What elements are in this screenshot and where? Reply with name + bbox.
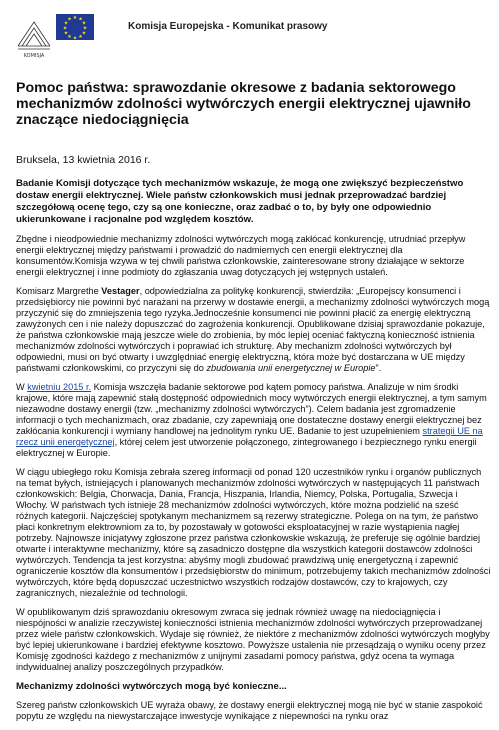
- svg-text:★: ★: [81, 30, 87, 37]
- svg-text:★: ★: [72, 35, 78, 42]
- press-release-header: [16, 6, 486, 64]
- svg-text:★: ★: [72, 15, 78, 21]
- text-span: W: [16, 382, 28, 392]
- section-subheading: Mechanizmy zdolności wytwórczych mogą być konieczne...: [16, 681, 287, 692]
- commissioner-name: Vestager: [101, 286, 140, 296]
- text-span: Komisja wszczęła badanie sektorowe pod kątem pomocy państwa. Analizuje w nim środki krajowe, które mają zapewnić stałą dostępność odpowiednich mocy wytwórczych energii elektrycznej, a tym samym niezawodne dostawy energii (tzw. „mechanizmy zdolności wytwórczych”). Celem badania jest zgromadzenie informacji o tych mechanizmach, oraz zbadanie, czy zapewniają one dostateczne dostawy energii elektrycznej bez zakłócania konkurencji i wymiany handlowej na jednolitym rynku UE. Badanie to jest uzupełnieniem: [16, 382, 487, 436]
- page-title: Pomoc państwa: sprawozdanie okresowe z badania sektorowego mechanizmów zdolności wytwórczych energii elektrycznej ujawniło znaczące niedociągnięcia: [16, 80, 471, 128]
- eu-commission-logo: [16, 6, 98, 62]
- paragraph-5: W opublikowanym dziś sprawozdaniu okresowym zwraca się jednak również uwagę na niedociągnięcia i niespójności w analizie rzeczywistej konieczności istnienia mechanizmów zdolności wytwórczych przeprowadzanej przez wiele państw członkowskich. Wydaje się również, że niektóre z mechanizmów zdolności wytwórczych mogłyby być lepiej ukierunkowane i bardziej efektywne kosztowo. Powyższe ustalenia nie przesądzają o wyniku oceny przez Komisję zgodności każdego z mechanizmów z unijnymi zasadami pomocy państwa, gdyż ocena ta wymaga indywidualnej analizy poszczególnych przypadków.: [16, 607, 490, 672]
- svg-text:★: ★: [78, 16, 83, 23]
- svg-text:★: ★: [78, 34, 83, 40]
- lead-paragraph: Badanie Komisji dotyczące tych mechanizmów wskazuje, że mogą one zwiększyć bezpieczeństwo dostaw energii elektrycznej. Wiele państw członkowskich musi jednak przeprowadzać bardziej szczegółową ocenę tego, czy są one konieczne, oraz zadbać o to, by były one odpowiednio ukierunkowane i racjonalne pod względem kosztów.: [16, 178, 464, 225]
- text-span: , odpowiedzialna za politykę konkurencji, stwierdziła: „Europejscy konsumenci i przedsiębiorcy nie powinni być narażani na przerwy w dostawie energii, a mechanizmy zdolności wytwórczych mogą przyczynić się do zmniejszenia tego ryzyka.Jednocześnie konsumenci nie powinni płacić za energię elektryczną zawyżonych cen i nie należy dopuszczać do zagrożenia konkurencji. Opublikowane dzisiaj sprawozdanie pokazuje, że państwa członkowskie mają jeszcze wiele do zrobienia, by móc lepiej oceniać faktyczną konieczność istnienia mechanizmów zdolności wytwórczych i poprawiać ich strukturę. Aby mechanizm zdolności wytwórczych był odpowiedni, musi on być otwarty i uwzględniać energię elektryczną, która może być dostarczana w UE między państwami członkowskimi, co przyczyni się do: [16, 286, 490, 373]
- article-body: [16, 178, 492, 730]
- paragraph-1: Zbędne i nieodpowiednie mechanizmy zdolności wytwórczych mogą zakłócać konkurencję, utrudniać przepływ energii elektrycznej między państwami i prowadzić do nadmiernych cen energii elektrycznej dla konsumentów.Komisja wzywa w tej chwili państwa członkowskie, zainteresowane strony działające w sektorze energii elektrycznej i inne podmioty do zgłaszania uwag dotyczących jej wstępnych ustaleń.: [16, 234, 466, 277]
- italic-quote: zbudowania unii energetycznej w Europie: [206, 363, 376, 373]
- paragraph-4: W ciągu ubiegłego roku Komisja zebrała szereg informacji od ponad 120 uczestników rynku i organów publicznych na temat byłych, istniejących i planowanych mechanizmów zdolności wytwórczych w następujących 11 państwach członkowskich: Belgia, Chorwacja, Dania, Francja, Hiszpania, Irlandia, Niemcy, Polska, Portugalia, Szwecja i Włochy. W państwach tych istnieje 28 mechanizmów zdolności wytwórczych, które można podzielić na sześć różnych kategorii. Najczęściej spotykanym mechanizmem są rezerwy strategiczne. Polega on na tym, że państwo płaci konkretnym elektrowniom za to, by pozostawały w gotowości eksploatacyjnej w razie wystąpienia nagłej potrzeby. Najnowsze inicjatywy zgłoszone przez państwa członkowskie wskazują, że preferuje się ogólnie bardziej otwarte i interaktywne mechanizmy, które są zasadniczo dostępne dla wszystkich kategorii dostawców zdolności wytwórczych. Tendencja ta jest korzystna: abyśmy mogli zbudować prawdziwą unię energetyczną i zapewnić ograniczenie kosztów dla konsumentów i przedsiębiorstw do minimum, potrzebujemy takich mechanizmów zdolności wytwórczych, które będą dopuszczać uczestnictwo wszystkich rodzajów dostawców, czy to krajowych, czy zagranicznych, niezależnie od technologii.: [16, 467, 491, 598]
- svg-text:★: ★: [67, 34, 72, 40]
- svg-text:★: ★: [62, 25, 68, 32]
- link-april-2015[interactable]: kwietniu 2015 r.: [27, 382, 92, 392]
- svg-text:★: ★: [67, 16, 72, 23]
- agency-name: Komisja Europejska - Komunikat prasowy: [128, 21, 328, 32]
- svg-text:★: ★: [63, 30, 69, 37]
- svg-text:★: ★: [81, 20, 87, 27]
- paragraph-3: [16, 382, 492, 459]
- svg-text:★: ★: [82, 25, 88, 32]
- paragraph-2: [16, 286, 492, 374]
- text-span: Komisarz Margrethe: [16, 286, 102, 296]
- release-date: Bruksela, 13 kwietnia 2016 r.: [16, 154, 151, 166]
- text-span: ”.: [375, 363, 382, 373]
- text-span: , której celem jest utworzenie połączonego, zintegrowanego i bezpiecznego rynku energii elektrycznej w Europie.: [16, 437, 477, 458]
- svg-text:★: ★: [63, 20, 69, 27]
- link-energy-union-strategy[interactable]: strategii UE na rzecz unii energetycznej: [16, 426, 483, 447]
- paragraph-6: Szereg państw członkowskich UE wyraża obawy, że dostawy energii elektrycznej mogą nie być w stanie zaspokoić popytu ze względu na niewystarczające inwestycje wynikające z niepewności na rynku oraz: [16, 700, 483, 721]
- svg-text:KOMISJA: KOMISJA: [23, 53, 45, 59]
